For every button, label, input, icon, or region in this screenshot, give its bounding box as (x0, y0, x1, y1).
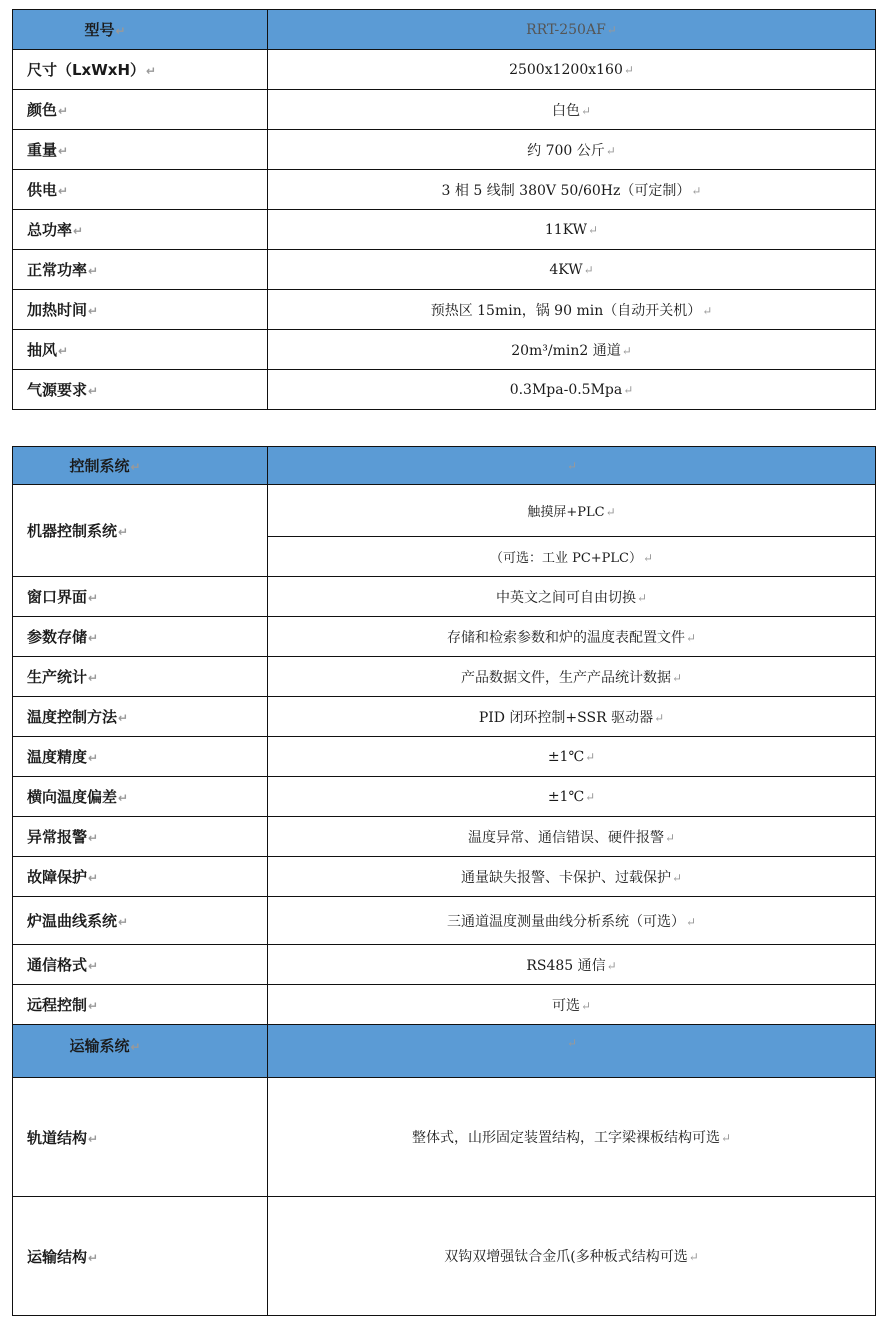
table-row (13, 897, 876, 945)
row-label: 通信格式↵ (13, 945, 268, 985)
table-row (13, 985, 876, 1025)
row-label: 抽风↵ (13, 330, 268, 370)
row-value: 20m³/min2 通道↵ (268, 330, 876, 370)
table-row (13, 485, 876, 537)
table-row (13, 617, 876, 657)
spec-header-row (13, 10, 876, 50)
table-row (13, 657, 876, 697)
control-header-label: 控制系统↵ (13, 447, 268, 485)
table-row (13, 817, 876, 857)
machine-control-value-1: 触摸屏+PLC↵ (268, 485, 876, 537)
row-label: 窗口界面↵ (13, 577, 268, 617)
row-label: 参数存储↵ (13, 617, 268, 657)
row-label: 温度精度↵ (13, 737, 268, 777)
row-label: 炉温曲线系统↵ (13, 897, 268, 945)
row-label: 重量↵ (13, 130, 268, 170)
table-row (13, 577, 876, 617)
spec-header-label: 型号↵ (13, 10, 268, 50)
row-value: 约 700 公斤↵ (268, 130, 876, 170)
row-value: ±1℃↵ (268, 737, 876, 777)
row-value: 产品数据文件，生产产品统计数据↵ (268, 657, 876, 697)
row-value: ±1℃↵ (268, 777, 876, 817)
table-row (13, 857, 876, 897)
row-label: 正常功率↵ (13, 250, 268, 290)
transport-header-row (13, 1025, 876, 1078)
control-header-row (13, 447, 876, 485)
control-header-value: ↵ (268, 447, 876, 485)
table-row (13, 50, 876, 90)
transport-header-value: ↵ (268, 1025, 876, 1078)
row-value: 可选↵ (268, 985, 876, 1025)
table-row (13, 777, 876, 817)
row-value: 中英文之间可自由切换↵ (268, 577, 876, 617)
row-label: 远程控制↵ (13, 985, 268, 1025)
table-row (13, 210, 876, 250)
row-value: 11KW↵ (268, 210, 876, 250)
row-value: 整体式，山形固定装置结构，工字梁裸板结构可选↵ (268, 1078, 876, 1197)
row-label: 运输结构↵ (13, 1197, 268, 1316)
row-value: 三通道温度测量曲线分析系统（可选）↵ (268, 897, 876, 945)
table-row (13, 945, 876, 985)
row-value: 双钩双增强钛合金爪(多种板式结构可选↵ (268, 1197, 876, 1316)
control-table (12, 446, 876, 1316)
table-row (13, 330, 876, 370)
table-row (13, 1078, 876, 1197)
row-label: 横向温度偏差↵ (13, 777, 268, 817)
row-value: 2500x1200x160↵ (268, 50, 876, 90)
row-label: 气源要求↵ (13, 370, 268, 410)
spec-header-value: RRT-250AF↵ (268, 10, 876, 50)
row-value: 0.3Mpa-0.5Mpa↵ (268, 370, 876, 410)
row-label: 故障保护↵ (13, 857, 268, 897)
row-value: 温度异常、通信错误、硬件报警↵ (268, 817, 876, 857)
table-row (13, 170, 876, 210)
spec-table (12, 9, 876, 410)
row-value: 4KW↵ (268, 250, 876, 290)
row-label: 颜色↵ (13, 90, 268, 130)
row-label: 温度控制方法↵ (13, 697, 268, 737)
row-value: 预热区 15min，锅 90 min（自动开关机）↵ (268, 290, 876, 330)
table-row (13, 370, 876, 410)
table-row (13, 290, 876, 330)
row-label: 生产统计↵ (13, 657, 268, 697)
row-value: 3 相 5 线制 380V 50/60Hz（可定制）↵ (268, 170, 876, 210)
table-row (13, 697, 876, 737)
table-row (13, 250, 876, 290)
machine-control-value-2: （可选：工业 PC+PLC）↵ (268, 537, 876, 577)
row-value: PID 闭环控制+SSR 驱动器↵ (268, 697, 876, 737)
table-row (13, 737, 876, 777)
table-row (13, 130, 876, 170)
row-label: 总功率↵ (13, 210, 268, 250)
row-value: 白色↵ (268, 90, 876, 130)
row-value: RS485 通信↵ (268, 945, 876, 985)
row-label: 尺寸（LxWxH）↵ (13, 50, 268, 90)
machine-control-label: 机器控制系统↵ (13, 485, 268, 577)
row-value: 存储和检索参数和炉的温度表配置文件↵ (268, 617, 876, 657)
row-value: 通量缺失报警、卡保护、过载保护↵ (268, 857, 876, 897)
table-row (13, 90, 876, 130)
row-label: 轨道结构↵ (13, 1078, 268, 1197)
table-row (13, 1197, 876, 1316)
row-label: 供电↵ (13, 170, 268, 210)
transport-header-label: 运输系统↵ (13, 1025, 268, 1078)
row-label: 加热时间↵ (13, 290, 268, 330)
row-label: 异常报警↵ (13, 817, 268, 857)
